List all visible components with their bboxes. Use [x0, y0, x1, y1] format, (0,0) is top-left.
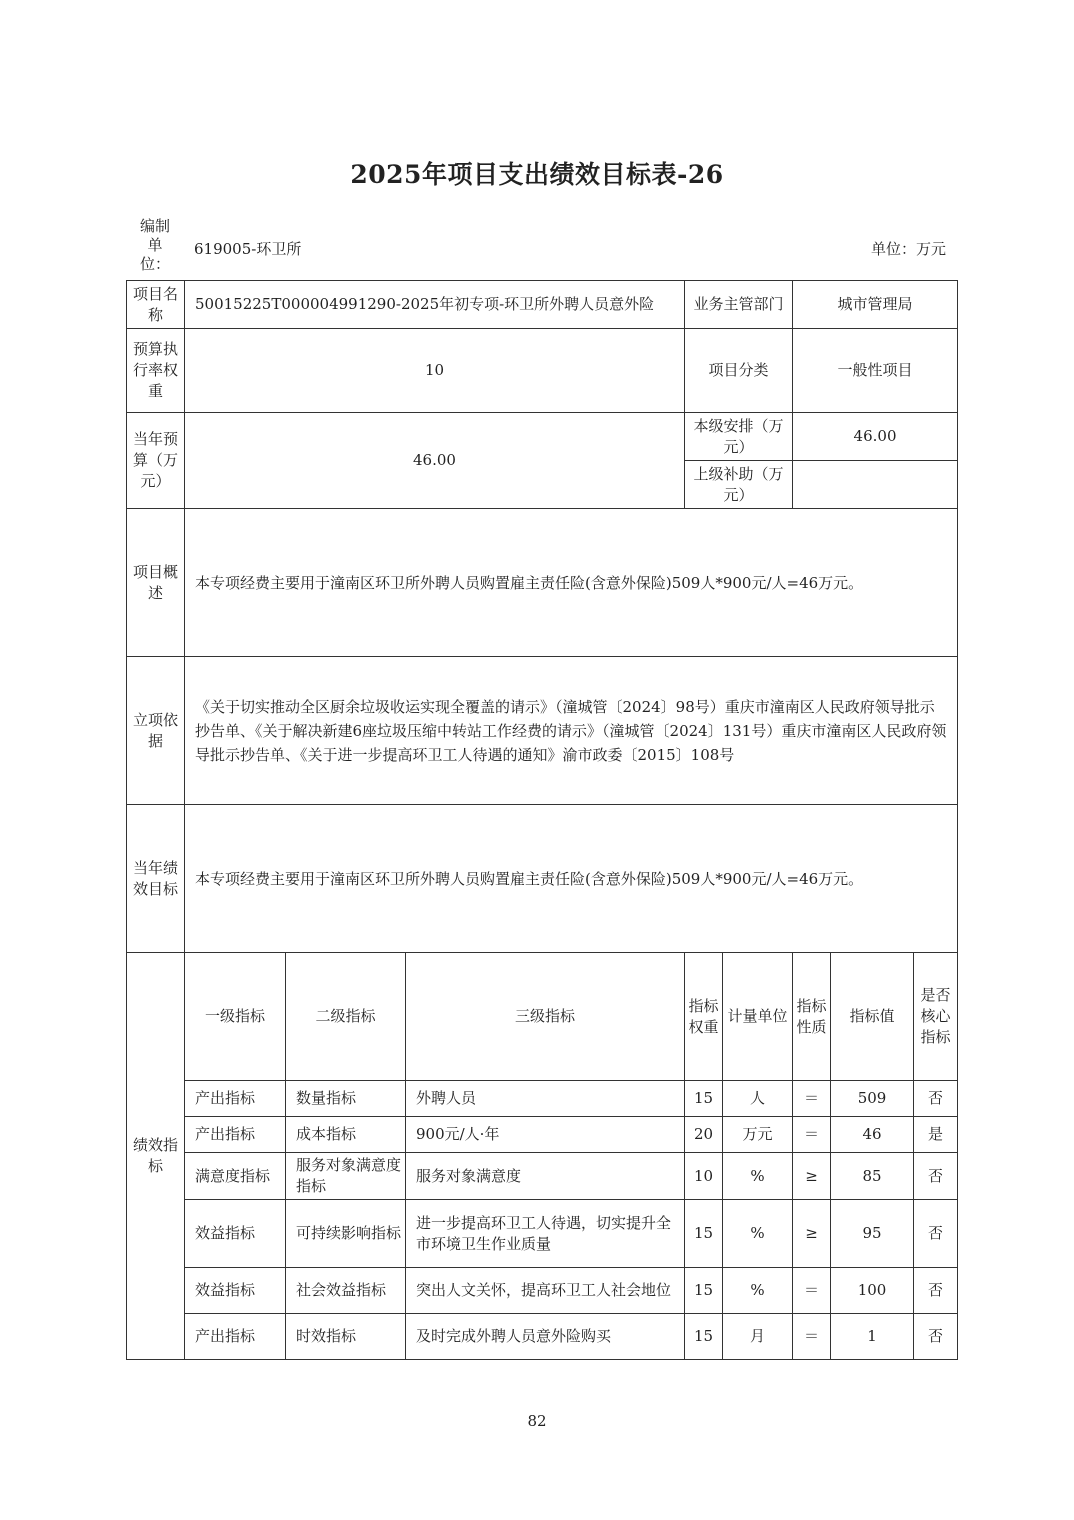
level3-cell: 进一步提高环卫工人待遇，切实提升全市环境卫生作业质量	[406, 1200, 685, 1268]
dept-label: 业务主管部门	[685, 281, 793, 329]
nature-cell: ＝	[793, 1117, 831, 1153]
level1-cell: 效益指标	[185, 1268, 286, 1314]
value-cell: 46	[831, 1117, 914, 1153]
goal-label: 当年绩效目标	[127, 805, 185, 953]
category-label: 项目分类	[685, 329, 793, 413]
value-cell: 95	[831, 1200, 914, 1268]
level3-cell: 及时完成外聘人员意外险购买	[406, 1314, 685, 1360]
level2-cell: 成本指标	[286, 1117, 406, 1153]
level2-cell: 社会效益指标	[286, 1268, 406, 1314]
header-level2: 二级指标	[286, 953, 406, 1081]
level1-cell: 产出指标	[185, 1117, 286, 1153]
level3-cell: 外聘人员	[406, 1081, 685, 1117]
header-value: 指标值	[831, 953, 914, 1081]
level2-cell: 数量指标	[286, 1081, 406, 1117]
weight-cell: 15	[685, 1268, 723, 1314]
unit-name: 619005-环卫所	[194, 240, 302, 258]
page-title: 2025年项目支出绩效目标表-26	[350, 160, 724, 189]
local-funding-label: 本级安排（万元）	[685, 413, 793, 461]
level2-cell: 时效指标	[286, 1314, 406, 1360]
nature-cell: ＝	[793, 1268, 831, 1314]
upper-funding-value	[793, 461, 958, 509]
currency-unit: 单位：万元	[870, 240, 946, 258]
dept-value: 城市管理局	[793, 281, 958, 329]
project-name-label: 项目名称	[127, 281, 185, 329]
upper-funding-label: 上级补助（万元）	[685, 461, 793, 509]
core-cell: 是	[914, 1117, 958, 1153]
budget-label: 当年预算（万元）	[127, 413, 185, 509]
value-cell: 85	[831, 1153, 914, 1200]
weight-cell: 15	[685, 1314, 723, 1360]
weight-cell: 15	[685, 1081, 723, 1117]
level1-cell: 效益指标	[185, 1200, 286, 1268]
unit-cell: %	[723, 1153, 793, 1200]
table-row	[127, 1117, 958, 1153]
category-value: 一般性项目	[793, 329, 958, 413]
value-cell: 100	[831, 1268, 914, 1314]
level3-cell: 服务对象满意度	[406, 1153, 685, 1200]
table-row	[127, 1200, 958, 1268]
performance-table	[126, 280, 958, 1360]
core-cell: 否	[914, 1200, 958, 1268]
weight-cell: 20	[685, 1117, 723, 1153]
header-level3: 三级指标	[406, 953, 685, 1081]
unit-cell: %	[723, 1200, 793, 1268]
overview-value: 本专项经费主要用于潼南区环卫所外聘人员购置雇主责任险(含意外保险)509人*900元/人=46万元。	[185, 509, 958, 657]
header-nature: 指标性质	[793, 953, 831, 1081]
basis-value: 《关于切实推动全区厨余垃圾收运实现全覆盖的请示》（潼城管〔2024〕98号）重庆市潼南区人民政府领导批示抄告单、《关于解决新建6座垃圾压缩中转站工作经费的请示》（潼城管〔2024〕131号）重庆市潼南区人民政府领导批示抄告单、《关于进一步提高环卫工人待遇的通知》渝市政委〔2015〕108号	[185, 657, 958, 805]
table-row	[127, 1153, 958, 1200]
budget-value: 46.00	[185, 413, 685, 509]
exec-rate-value: 10	[185, 329, 685, 413]
goal-value: 本专项经费主要用于潼南区环卫所外聘人员购置雇主责任险(含意外保险)509人*900元/人=46万元。	[185, 805, 958, 953]
nature-cell: ≥	[793, 1200, 831, 1268]
header-core: 是否核心指标	[914, 953, 958, 1081]
nature-cell: ＝	[793, 1314, 831, 1360]
nature-cell: ＝	[793, 1081, 831, 1117]
unit-cell: 万元	[723, 1117, 793, 1153]
unit-cell: 月	[723, 1314, 793, 1360]
level1-cell: 产出指标	[185, 1081, 286, 1117]
level2-cell: 可持续影响指标	[286, 1200, 406, 1268]
level1-cell: 满意度指标	[185, 1153, 286, 1200]
nature-cell: ≥	[793, 1153, 831, 1200]
project-name-value: 50015225T000004991290-2025年初专项-环卫所外聘人员意外险	[185, 281, 685, 329]
table-row	[127, 1268, 958, 1314]
unit-label: 编制单位：	[139, 217, 170, 273]
level3-cell: 突出人文关怀，提高环卫工人社会地位	[406, 1268, 685, 1314]
core-cell: 否	[914, 1314, 958, 1360]
core-cell: 否	[914, 1153, 958, 1200]
table-row	[127, 1081, 958, 1117]
value-cell: 1	[831, 1314, 914, 1360]
exec-rate-label: 预算执行率权重	[127, 329, 185, 413]
weight-cell: 15	[685, 1200, 723, 1268]
weight-cell: 10	[685, 1153, 723, 1200]
core-cell: 否	[914, 1081, 958, 1117]
unit-cell: %	[723, 1268, 793, 1314]
overview-label: 项目概述	[127, 509, 185, 657]
level1-cell: 产出指标	[185, 1314, 286, 1360]
page-number: 82	[527, 1412, 547, 1430]
header-unit: 计量单位	[723, 953, 793, 1081]
header-level1: 一级指标	[185, 953, 286, 1081]
perf-label: 绩效指标	[127, 953, 185, 1360]
level3-cell: 900元/人·年	[406, 1117, 685, 1153]
header-weight: 指标权重	[685, 953, 723, 1081]
local-funding-value: 46.00	[793, 413, 958, 461]
basis-label: 立项依据	[127, 657, 185, 805]
unit-cell: 人	[723, 1081, 793, 1117]
core-cell: 否	[914, 1268, 958, 1314]
table-row	[127, 1314, 958, 1360]
level2-cell: 服务对象满意度指标	[286, 1153, 406, 1200]
value-cell: 509	[831, 1081, 914, 1117]
